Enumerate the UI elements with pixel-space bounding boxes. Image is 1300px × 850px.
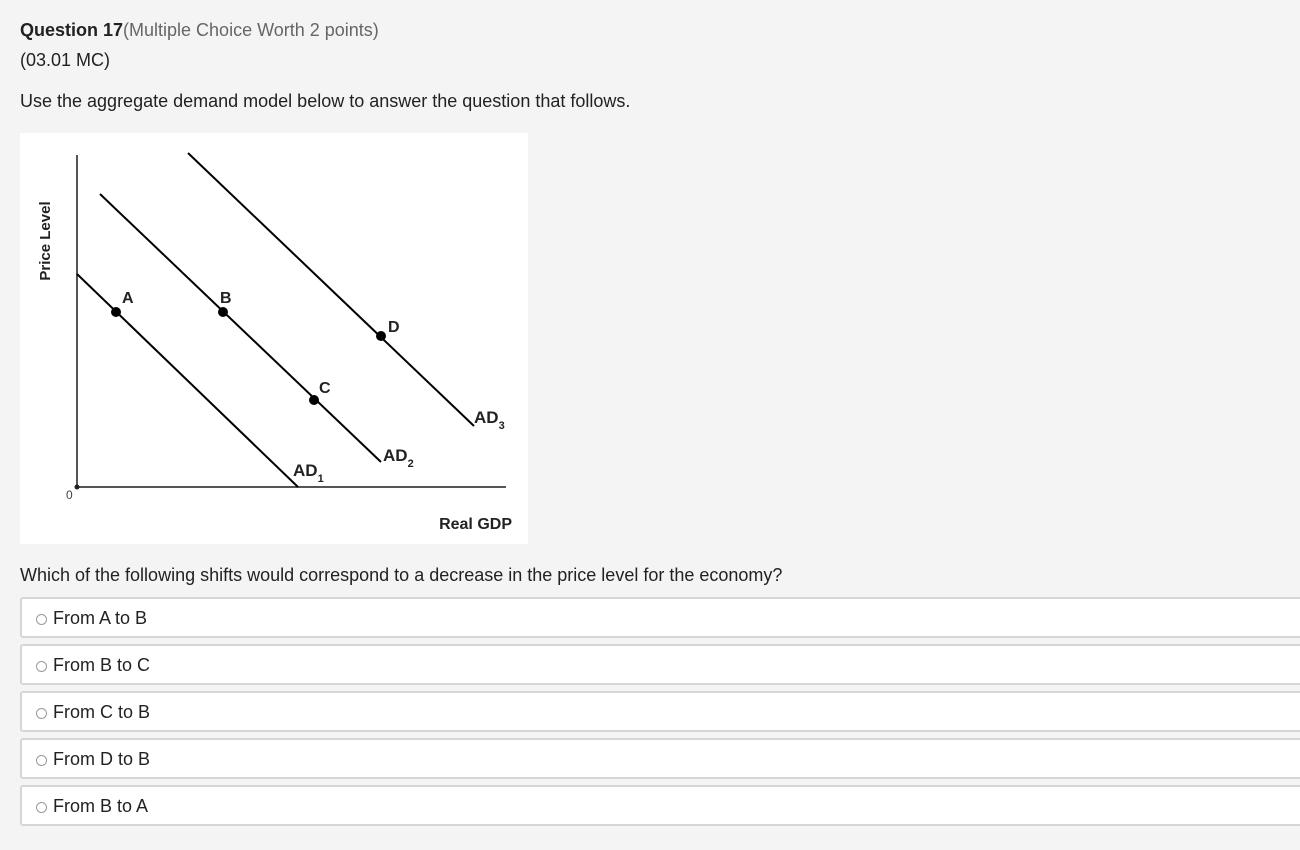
curve-label-ad1 [293, 461, 324, 485]
radio-button[interactable] [36, 708, 47, 719]
point-label-c: C [319, 380, 331, 397]
point-label-d: D [388, 319, 400, 336]
curve-label-ad3-sub: 3 [498, 420, 505, 432]
answer-option-label: From D to B [53, 748, 151, 769]
curve-label-ad3-name: AD [474, 408, 499, 427]
curve-label-ad1-sub: 1 [317, 473, 324, 485]
origin-label: 0 [66, 488, 73, 502]
question-number: Question 17 [20, 20, 124, 40]
point-a [111, 307, 121, 317]
answer-option-label: From A to B [53, 607, 148, 628]
answer-options [20, 597, 1300, 832]
curve-label-ad3 [474, 408, 505, 432]
aggregate-demand-chart [20, 133, 528, 544]
question-prompt: Which of the following shifts would correspond to a decrease in the price level for the economy? [20, 565, 783, 585]
curve-label-ad2-name: AD [383, 446, 408, 465]
answer-option-label: From B to C [53, 654, 151, 675]
curve-label-ad2-sub: 2 [407, 458, 414, 470]
answer-option-label: From B to A [53, 795, 149, 816]
question-header [20, 19, 379, 41]
point-label-a: A [122, 290, 134, 307]
origin-dot [75, 485, 80, 490]
point-label-b: B [220, 290, 232, 307]
chart-svg [20, 133, 528, 544]
radio-button[interactable] [36, 661, 47, 672]
curve-label-ad1-name: AD [293, 461, 318, 480]
answer-option[interactable] [20, 738, 1300, 779]
point-c [309, 395, 319, 405]
answer-option[interactable] [20, 785, 1300, 826]
radio-button[interactable] [36, 802, 47, 813]
question-code: (03.01 MC) [20, 50, 111, 70]
point-b [218, 307, 228, 317]
radio-button[interactable] [36, 755, 47, 766]
curve-ad2 [100, 194, 381, 462]
answer-option[interactable] [20, 597, 1300, 638]
radio-button[interactable] [36, 614, 47, 625]
x-axis-label: Real GDP [439, 516, 512, 533]
answer-option-label: From C to B [53, 701, 151, 722]
point-d [376, 331, 386, 341]
y-axis-label: Price Level [37, 201, 54, 281]
curve-label-ad2 [383, 446, 414, 470]
curve-ad1 [77, 274, 298, 487]
question-intro: Use the aggregate demand model below to answer the question that follows. [20, 91, 631, 111]
answer-option[interactable] [20, 644, 1300, 685]
answer-option[interactable] [20, 691, 1300, 732]
question-worth: (Multiple Choice Worth 2 points) [123, 20, 379, 40]
